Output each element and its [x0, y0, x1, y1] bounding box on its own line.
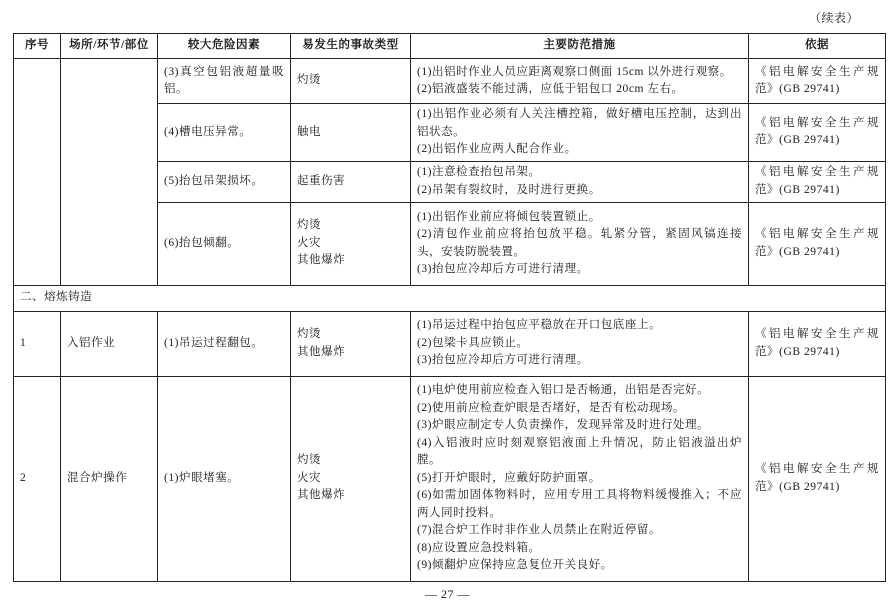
accident-cell	[291, 202, 411, 285]
accident-cell	[291, 161, 411, 202]
measure-item: (3)抬包应冷却后方可进行清理。	[417, 354, 589, 367]
measure-item: (9)倾翻炉应保持应急复位开关良好。	[417, 559, 613, 572]
table-row	[14, 311, 886, 376]
basis-cell: 《铝电解安全生产规范》(GB 29741)	[749, 311, 886, 376]
hazard-cell: (4)槽电压异常。	[158, 104, 291, 162]
accident-item: 灼烫	[297, 328, 322, 340]
measures-cell	[411, 376, 749, 581]
basis-cell: 《铝电解安全生产规范》(GB 29741)	[749, 202, 886, 285]
location-cell	[61, 59, 158, 286]
measure-item: (4)入铝液时应时刻观察铝液面上升情况，防止铝液溢出炉膛。	[417, 436, 742, 467]
measures-cell	[411, 311, 749, 376]
accident-item: 触电	[297, 125, 322, 138]
measure-item: (2)出铝作业应两人配合作业。	[417, 143, 577, 155]
page-number: — 27 —	[425, 587, 470, 601]
measure-item: (2)清包作业前应将抬包放平稳。轧紧分管，紧固风镐连接头，安装防脱装置。	[417, 228, 742, 258]
measures-cell	[411, 202, 749, 285]
measure-item: (2)铝液盛装不能过满，应低于铝包口 20cm 左右。	[417, 83, 684, 95]
measure-item: (5)打开炉眼时，应戴好防护面罩。	[417, 471, 601, 484]
header-cell-basis: 依据	[749, 34, 886, 59]
accident-item: 其他爆炸	[297, 345, 346, 358]
continued-label: （续表）	[808, 11, 859, 25]
measure-item: (7)混合炉工作时非作业人员禁止在附近停留。	[417, 524, 662, 537]
accident-item: 其他爆炸	[297, 254, 346, 267]
accident-item: 灼烫	[297, 74, 322, 87]
measures-cell	[411, 59, 749, 104]
accident-cell	[291, 376, 411, 581]
measure-item: (8)应设置应急投料箱。	[417, 541, 541, 554]
hazard-cell: (6)抬包倾翻。	[158, 202, 291, 285]
no-cell: 1	[14, 311, 61, 376]
accident-item: 灼烫	[297, 219, 322, 232]
basis-cell: 《铝电解安全生产规范》(GB 29741)	[749, 104, 886, 162]
accident-item: 其他爆炸	[297, 489, 346, 502]
no-cell: 2	[14, 376, 61, 581]
basis-cell: 《铝电解安全生产规范》(GB 29741)	[749, 376, 886, 581]
measure-item: (1)注意检查抬包吊架。	[417, 166, 541, 178]
table-row	[14, 59, 886, 104]
header-row	[14, 34, 886, 59]
header-cell-no: 序号	[14, 34, 61, 59]
hazard-cell: (1)吊运过程翻包。	[158, 311, 291, 376]
basis-cell: 《铝电解安全生产规范》(GB 29741)	[749, 161, 886, 202]
header-cell-measures: 主要防范措施	[411, 34, 749, 59]
table-row	[14, 376, 886, 581]
hazard-cell: (5)抬包吊架损坏。	[158, 161, 291, 202]
measures-cell	[411, 104, 749, 162]
location-cell: 入铝作业	[61, 311, 158, 376]
measure-item: (1)电炉使用前应检查入铝口是否畅通，出铝是否完好。	[417, 384, 710, 397]
measure-item: (6)如需加固体物料时，应用专用工具将物料缓慢推入；不应两人同时投料。	[417, 489, 742, 519]
measures-cell	[411, 161, 749, 202]
section-heading: 二、熔炼铸造	[14, 285, 886, 311]
header-cell-hazard: 较大危险因素	[158, 34, 291, 59]
measure-item: (1)出铝时作业人员应距离观察口侧面 15cm 以外进行观察。	[417, 65, 732, 78]
header-cell-location: 场所/环节/部位	[61, 34, 158, 59]
header-cell-accident: 易发生的事故类型	[291, 34, 411, 59]
hazard-cell: (1)炉眼堵塞。	[158, 376, 291, 581]
measure-item: (2)吊架有裂纹时，及时进行更换。	[417, 183, 601, 196]
hazard-table	[13, 33, 886, 582]
accident-item: 起重伤害	[297, 174, 346, 187]
hazard-cell: (3)真空包铝液超量吸铝。	[158, 59, 291, 104]
no-cell	[14, 59, 61, 286]
measure-item: (3)抬包应冷却后方可进行清理。	[417, 263, 589, 275]
accident-item: 灼烫	[297, 454, 322, 467]
measure-item: (1)出铝作业必须有人关注槽控箱，做好槽电压控制，达到出铝状态。	[417, 108, 742, 138]
measure-item: (2)使用前应检查炉眼是否堵好，是否有松动现场。	[417, 401, 686, 414]
accident-cell	[291, 59, 411, 104]
measure-item: (2)包梁卡具应锁止。	[417, 336, 529, 349]
accident-item: 火灾	[297, 471, 322, 484]
measure-item: (1)出铝作业前应将倾包装置锁止。	[417, 210, 601, 223]
measure-item: (1)吊运过程中抬包应平稳放在开口包底座上。	[417, 319, 662, 332]
measure-item: (3)炉眼应制定专人负责操作，发现异常及时进行处理。	[417, 419, 710, 432]
location-cell: 混合炉操作	[61, 376, 158, 581]
basis-cell: 《铝电解安全生产规范》(GB 29741)	[749, 59, 886, 104]
accident-cell	[291, 311, 411, 376]
accident-cell	[291, 104, 411, 162]
accident-item: 火灾	[297, 236, 322, 249]
section-row	[14, 285, 886, 311]
